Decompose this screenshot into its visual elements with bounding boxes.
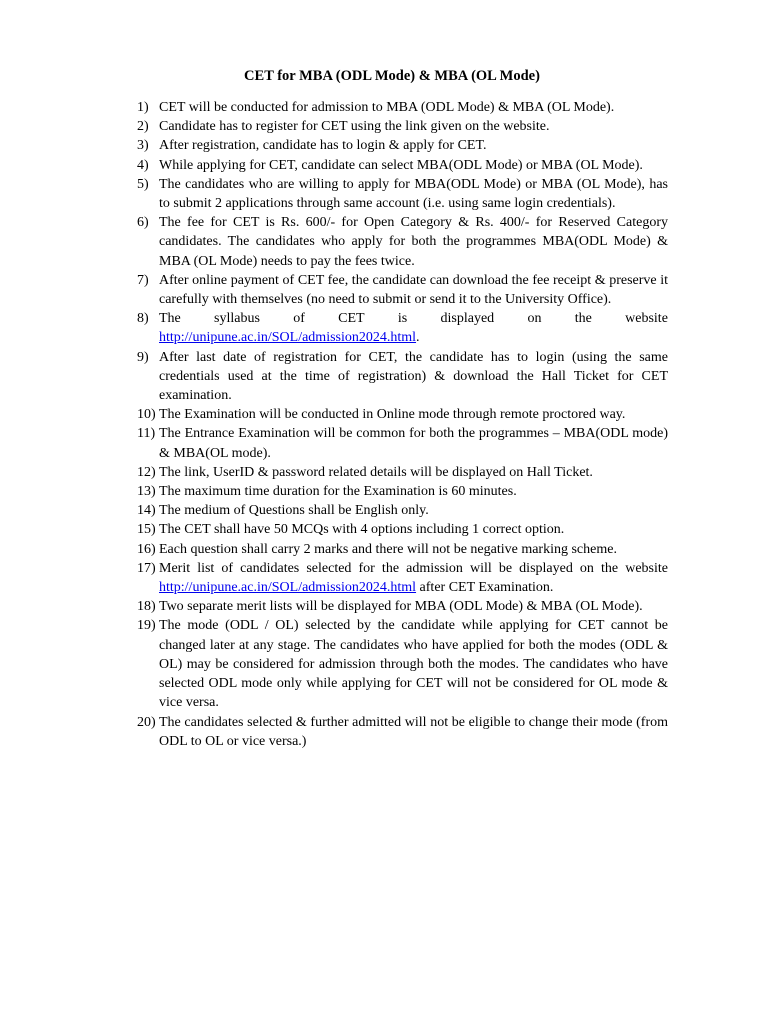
item-number: 17): [137, 560, 156, 576]
list-item: [137, 482, 668, 501]
list-item: [137, 309, 668, 347]
item-number: 4): [137, 157, 149, 173]
list-item: [137, 405, 668, 424]
item-text: The Examination will be conducted in Online mode through remote proctored way.: [159, 407, 626, 423]
list-item: [137, 424, 668, 462]
item-text: The candidates who are willing to apply for MBA(ODL Mode) or MBA (OL Mode), has to submit 2 applications through same account (i.e. using same login credentials).: [159, 176, 668, 212]
item-text: Two separate merit lists will be displayed for MBA (ODL Mode) & MBA (OL Mode).: [159, 599, 643, 615]
item-text: After online payment of CET fee, the candidate can download the fee receipt & preserve it carefully with themselves (no need to submit or send it to the University Office).: [159, 272, 668, 308]
item-word: CET: [338, 311, 365, 327]
list-item: [137, 348, 668, 406]
list-item: [137, 597, 668, 616]
item-text: The maximum time duration for the Examination is 60 minutes.: [159, 484, 517, 500]
item-text: The Entrance Examination will be common for both the programmes – MBA(ODL mode) & MBA(OL mode).: [159, 426, 668, 461]
list-item: [137, 117, 668, 136]
item-text: The CET shall have 50 MCQs with 4 options including 1 correct option.: [159, 522, 565, 538]
item-text: The medium of Questions shall be English only.: [159, 503, 429, 519]
item-text: The mode (ODL / OL) selected by the candidate while applying for CET cannot be changed later at any stage. The candidates who have applied for both the modes (ODL & OL) may be considered for admission through both the modes. The candidates who have selected ODL mode only while applying for CET will not be considered for OL mode & vice versa.: [159, 618, 668, 711]
instructions-list: [137, 98, 668, 751]
document-title: CET for MBA (ODL Mode) & MBA (OL Mode): [244, 68, 540, 84]
item-text: After registration, candidate has to login & apply for CET.: [159, 138, 487, 154]
item-number: 14): [137, 503, 156, 519]
item-number: 7): [137, 272, 149, 288]
list-item: [137, 501, 668, 520]
item-text: CET will be conducted for admission to MBA (ODL Mode) & MBA (OL Mode).: [159, 100, 615, 115]
item-number: 13): [137, 484, 156, 500]
item-word: the: [574, 311, 592, 327]
list-item: [137, 463, 668, 482]
item-word: The: [159, 311, 181, 327]
item-text: After last date of registration for CET, the candidate has to login (using the same credentials used at the time of registration) & download the Hall Ticket for CET examination.: [159, 349, 668, 404]
item-text: Candidate has to register for CET using the link given on the website.: [159, 119, 550, 135]
item-text: Merit list of candidates selected for the admission will be displayed on the website: [159, 560, 668, 576]
item-number: 6): [137, 215, 149, 231]
list-item: [137, 136, 668, 155]
item-text-suffix: .: [416, 330, 420, 346]
item-number: 19): [137, 618, 156, 634]
item-number: 20): [137, 714, 156, 730]
list-item: [137, 213, 668, 271]
item-word: of: [293, 311, 305, 327]
list-item: [137, 540, 668, 559]
list-item: [137, 98, 668, 117]
item-number: 12): [137, 464, 156, 480]
item-number: 15): [137, 522, 156, 538]
item-word: website: [625, 311, 668, 327]
item-number: 1): [137, 100, 149, 115]
item-word: on: [527, 311, 542, 327]
item-number: 9): [137, 349, 149, 365]
item-number: 5): [137, 176, 149, 192]
list-item: [137, 175, 668, 213]
item-word: is: [397, 311, 408, 327]
item-text-suffix: after CET Examination.: [416, 580, 554, 596]
list-item: [137, 559, 668, 597]
item-number: 10): [137, 407, 156, 423]
item-text: The link, UserID & password related details will be displayed on Hall Ticket.: [159, 464, 593, 480]
item-text-spread-line: [159, 309, 668, 328]
item-number: 11): [137, 426, 156, 442]
list-item: [137, 520, 668, 539]
item-text: Each question shall carry 2 marks and there will not be negative marking scheme.: [159, 541, 617, 557]
item-word: displayed: [440, 311, 495, 327]
item-word: syllabus: [214, 311, 260, 327]
list-item: [137, 156, 668, 175]
item-number: 16): [137, 541, 156, 557]
item-number: 18): [137, 599, 156, 615]
item-text: The candidates selected & further admitted will not be eligible to change their mode (from ODL to OL or vice versa.): [159, 714, 668, 749]
item-text: While applying for CET, candidate can select MBA(ODL Mode) or MBA (OL Mode).: [159, 157, 643, 173]
item-number: 8): [137, 311, 149, 327]
item-text: The fee for CET is Rs. 600/- for Open Category & Rs. 400/- for Reserved Category candidates. The candidates who apply for both the programmes MBA(ODL Mode) & MBA (OL Mode) needs to pay the fees twice.: [159, 215, 668, 269]
item-number: 3): [137, 138, 149, 154]
list-item: [137, 616, 668, 712]
list-item: [137, 271, 668, 309]
admission-website-link[interactable]: http://unipune.ac.in/SOL/admission2024.html: [159, 330, 417, 346]
merit-list-website-link[interactable]: http://unipune.ac.in/SOL/admission2024.html: [159, 580, 417, 596]
list-item: [137, 713, 668, 751]
item-number: 2): [137, 119, 149, 135]
